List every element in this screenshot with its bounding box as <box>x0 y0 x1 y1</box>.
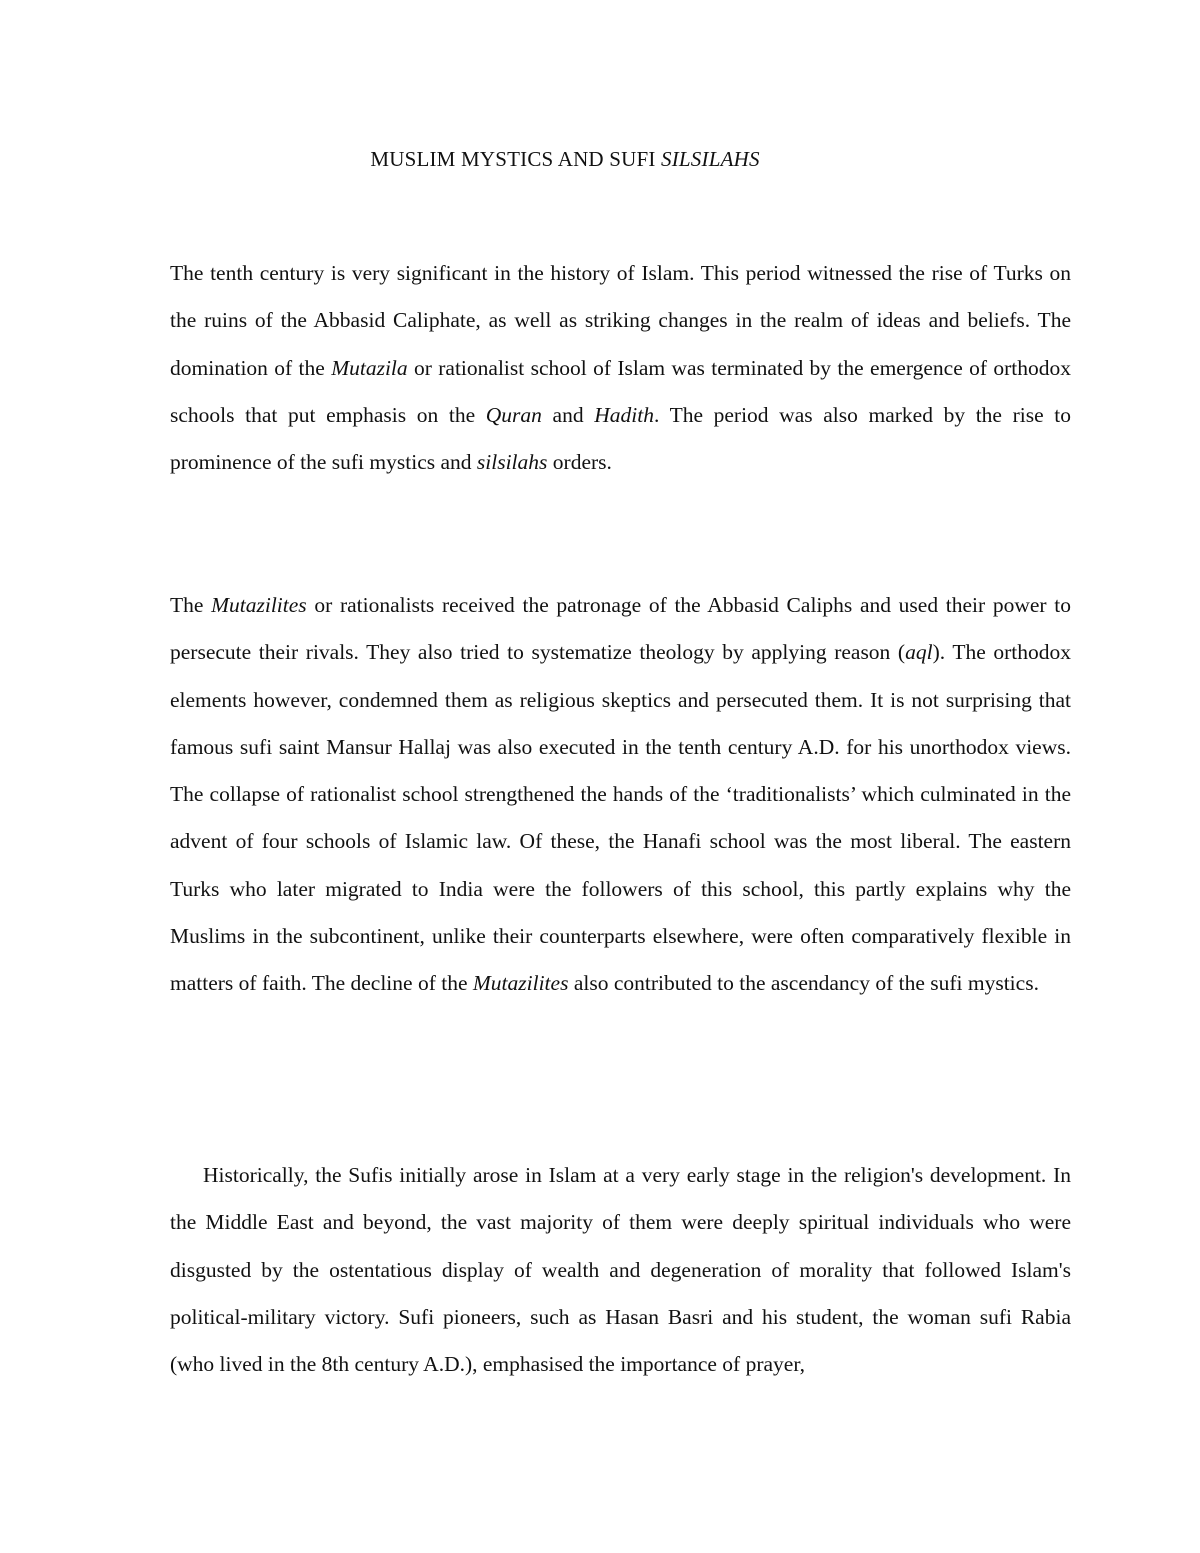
p2-text-4: also contributed to the ascendancy of the sufi mystics. <box>568 971 1039 996</box>
paragraph-3 <box>170 1152 1071 1388</box>
p1-italic-hadith: Hadith <box>594 402 654 427</box>
p1-italic-mutazila: Mutazila <box>331 355 408 380</box>
p1-italic-silsilahs: silsilahs <box>476 450 548 475</box>
p2-text-3: ). The orthodox elements however, condemned them as religious skeptics and persecuted them. It is not surprising that famous sufi saint Mansur Hallaj was also executed in the tenth century A.D. for his unorthodox views. The collapse of rationalist school strengthened the hands of the ‘traditionalists’ which culminated in the advent of four schools of Islamic law. Of these, the Hanafi school was the most liberal. The eastern Turks who later migrated to India were the followers of this school, this partly explains why the Muslims in the subcontinent, unlike their counterparts elsewhere, were often comparatively flexible in matters of faith. The decline of the <box>170 640 1071 996</box>
p1-text-4: . The period was also marked by the rise to prominence of the sufi mystics and <box>170 402 1071 475</box>
document-title <box>0 143 1130 175</box>
title-main: MUSLIM MYSTICS AND SUFI <box>370 147 662 171</box>
p1-text-3: and <box>541 402 595 427</box>
p1-text-5: orders. <box>547 450 612 475</box>
paragraph-1 <box>170 250 1071 486</box>
p3-text-1: Historically, the Sufis initially arose in Islam at a very early stage in the religion's development. In the Middle East and beyond, the vast majority of them were deeply spiritual individuals who were disgusted by the ostentatious display of wealth and degeneration of morality that followed Islam's political-military victory. Sufi pioneers, such as Hasan Basri and his student, the woman sufi Rabia (who lived in the 8th century A.D.), emphasised the importance of prayer, <box>170 1163 1071 1377</box>
p1-text-2: or rationalist school of Islam was terminated by the emergence of orthodox schools that put emphasis on the <box>170 355 1071 427</box>
paragraph-2 <box>170 582 1071 1008</box>
p2-italic-aql: aql <box>905 640 933 665</box>
p2-italic-mutazilites-2: Mutazilites <box>472 971 569 996</box>
p1-text-1: The tenth century is very significant in the history of Islam. This period witnessed the rise of Turks on the ruins of the Abbasid Caliphate, as well as striking changes in the realm of ideas and beliefs. The domination of the <box>170 261 1071 380</box>
p1-italic-quran: Quran <box>485 402 542 427</box>
title-italic-silsilahs: SILSILAHS <box>661 147 760 171</box>
p2-text-2: or rationalists received the patronage of the Abbasid Caliphs and used their power to persecute their rivals. They also tried to systematize theology by applying reason ( <box>170 593 1071 665</box>
p2-italic-mutazilites: Mutazilites <box>211 593 307 617</box>
p2-text-1: The <box>170 593 212 617</box>
